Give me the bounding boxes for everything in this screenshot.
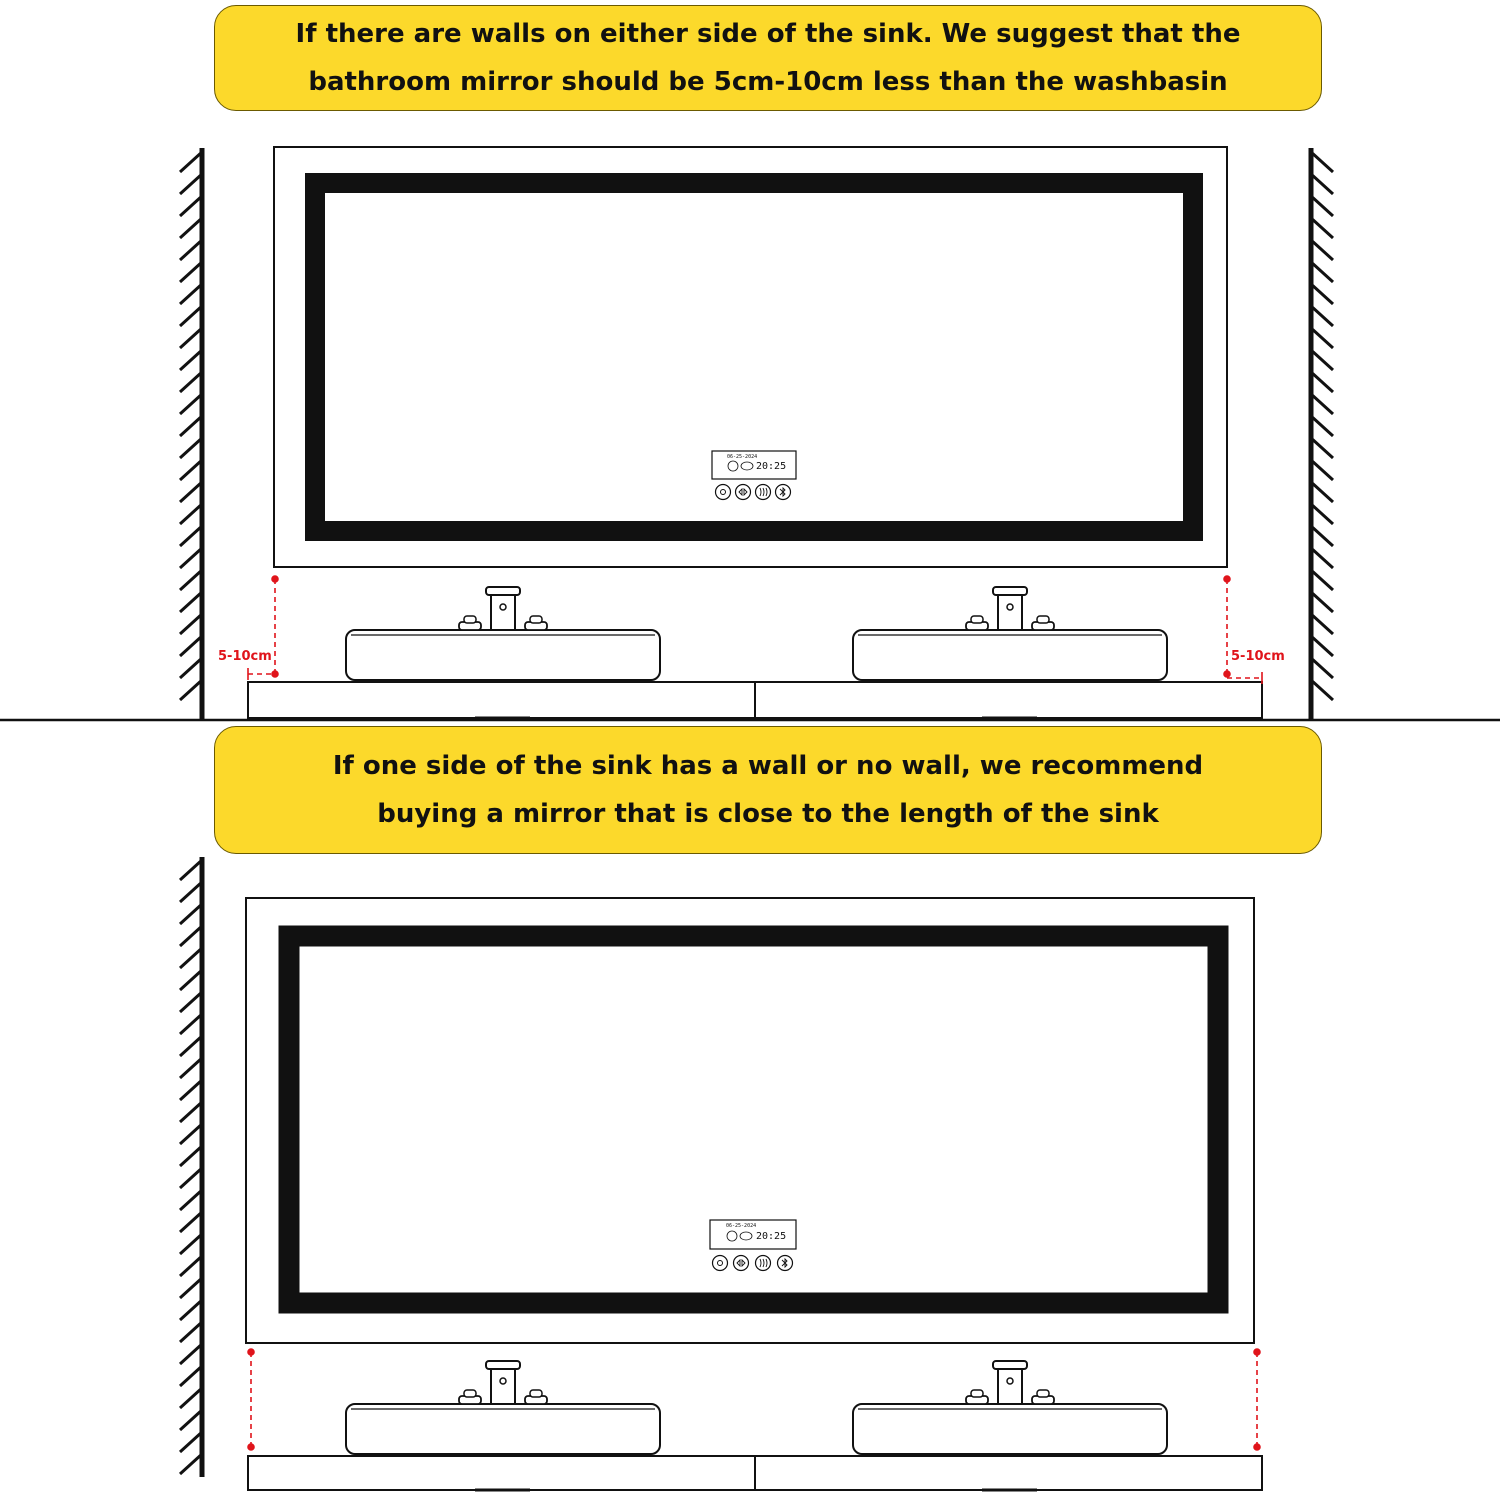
vanity-top [248, 682, 1262, 718]
display-time: 20:25 [756, 461, 787, 472]
hatch-mark [1311, 570, 1333, 590]
banner-bottom-line-1: If one side of the sink has a wall or no wall, we recommend [332, 751, 1204, 781]
hatch-mark [180, 614, 202, 634]
hatch-mark [1311, 196, 1333, 216]
measure-right-bottom [1254, 1349, 1260, 1450]
hatch-mark [1311, 416, 1333, 436]
faucet-icon [966, 587, 1054, 630]
hatch-mark [180, 1278, 202, 1298]
sun-icon [716, 485, 731, 500]
sink-left-top [346, 587, 660, 680]
hatch-mark [180, 1212, 202, 1232]
bottom-scene [180, 857, 1262, 1490]
hatch-mark [1311, 152, 1333, 172]
sink-left-bottom [346, 1361, 660, 1454]
faucet-icon [459, 587, 547, 630]
hatch-mark [1311, 658, 1333, 678]
display-time: 20:25 [756, 1231, 787, 1242]
hatch-mark [1311, 218, 1333, 238]
hatch-mark [1311, 350, 1333, 370]
hatch-mark [1311, 372, 1333, 392]
hatch-mark [1311, 592, 1333, 612]
banner-bottom-line-2: buying a mirror that is close to the length of the sink [377, 799, 1159, 829]
sink-right-top [853, 587, 1167, 680]
banner-top-line-2: bathroom mirror should be 5cm-10cm less than the washbasin [308, 67, 1228, 97]
hatch-mark [180, 1102, 202, 1122]
right-wall-top [1311, 148, 1333, 720]
hatch-mark [180, 1014, 202, 1034]
hatch-mark [180, 882, 202, 902]
hatch-mark [180, 174, 202, 194]
hatch-mark [1311, 680, 1333, 700]
wall-hatch-icon [180, 860, 202, 1474]
hatch-mark [180, 948, 202, 968]
hatch-mark [180, 240, 202, 260]
play-icon [736, 485, 751, 500]
hatch-mark [180, 592, 202, 612]
hatch-mark [180, 482, 202, 502]
hatch-mark [1311, 460, 1333, 480]
hatch-mark [180, 658, 202, 678]
hatch-mark [180, 904, 202, 924]
display-date: 06-25-2024 [727, 454, 758, 460]
hatch-mark [180, 1256, 202, 1276]
hatch-mark [1311, 548, 1333, 568]
hatch-mark [180, 1080, 202, 1100]
hatch-mark [180, 1322, 202, 1342]
gap-label-right: 5-10cm [1231, 649, 1285, 664]
measure-right-top [1224, 576, 1262, 684]
vanity-bottom [248, 1456, 1262, 1490]
wall-hatch-icon [180, 152, 202, 700]
hatch-mark [180, 570, 202, 590]
measure-left-bottom [248, 1349, 254, 1450]
hatch-mark [1311, 438, 1333, 458]
hatch-mark [180, 218, 202, 238]
hatch-mark [180, 1190, 202, 1210]
hatch-mark [1311, 526, 1333, 546]
gap-label-left: 5-10cm [218, 649, 272, 664]
top-scene [0, 147, 1500, 720]
sink-right-bottom [853, 1361, 1167, 1454]
hatch-mark [180, 1366, 202, 1386]
hatch-mark [180, 1036, 202, 1056]
hatch-mark [180, 306, 202, 326]
hatch-mark [180, 548, 202, 568]
hatch-mark [180, 1454, 202, 1474]
hatch-mark [180, 526, 202, 546]
hatch-mark [180, 1410, 202, 1430]
hatch-mark [180, 636, 202, 656]
hatch-mark [1311, 284, 1333, 304]
hatch-mark [1311, 262, 1333, 282]
hatch-mark [180, 1058, 202, 1078]
hatch-mark [180, 1124, 202, 1144]
hatch-mark [1311, 614, 1333, 634]
hatch-mark [180, 416, 202, 436]
sun-icon [713, 1256, 728, 1271]
bluetooth-icon [778, 1256, 793, 1271]
hatch-mark [180, 1234, 202, 1254]
hatch-mark [180, 350, 202, 370]
hatch-mark [1311, 306, 1333, 326]
banner-top [214, 5, 1322, 111]
hatch-mark [180, 504, 202, 524]
hatch-mark [180, 1388, 202, 1408]
play-icon [734, 1256, 749, 1271]
wall-hatch-icon [1311, 152, 1333, 700]
hatch-mark [180, 1168, 202, 1188]
faucet-icon [966, 1361, 1054, 1404]
left-wall-bottom [180, 857, 202, 1477]
hatch-mark [180, 1300, 202, 1320]
defog-icon [756, 1256, 771, 1271]
hatch-mark [180, 860, 202, 880]
hatch-mark [180, 372, 202, 392]
hatch-mark [180, 680, 202, 700]
hatch-mark [1311, 482, 1333, 502]
hatch-mark [180, 460, 202, 480]
hatch-mark [180, 1344, 202, 1364]
banner-top-line-1: If there are walls on either side of the sink. We suggest that the [295, 19, 1241, 49]
hatch-mark [180, 992, 202, 1012]
hatch-mark [180, 328, 202, 348]
hatch-mark [1311, 636, 1333, 656]
hatch-mark [1311, 240, 1333, 260]
hatch-mark [180, 262, 202, 282]
hatch-mark [180, 1146, 202, 1166]
display-date: 06-25-2024 [726, 1223, 757, 1229]
hatch-mark [180, 970, 202, 990]
hatch-mark [180, 152, 202, 172]
measure-left-top [248, 576, 278, 680]
mirror-bottom [246, 898, 1254, 1343]
hatch-mark [180, 438, 202, 458]
faucet-icon [459, 1361, 547, 1404]
banner-bottom [214, 726, 1322, 854]
hatch-mark [1311, 504, 1333, 524]
hatch-mark [180, 284, 202, 304]
hatch-mark [180, 926, 202, 946]
hatch-mark [180, 196, 202, 216]
left-wall-top [180, 148, 202, 720]
hatch-mark [180, 394, 202, 414]
hatch-mark [1311, 328, 1333, 348]
hatch-mark [1311, 394, 1333, 414]
mirror-top [274, 147, 1227, 567]
defog-icon [756, 485, 771, 500]
hatch-mark [180, 1432, 202, 1452]
bluetooth-icon [776, 485, 791, 500]
hatch-mark [1311, 174, 1333, 194]
